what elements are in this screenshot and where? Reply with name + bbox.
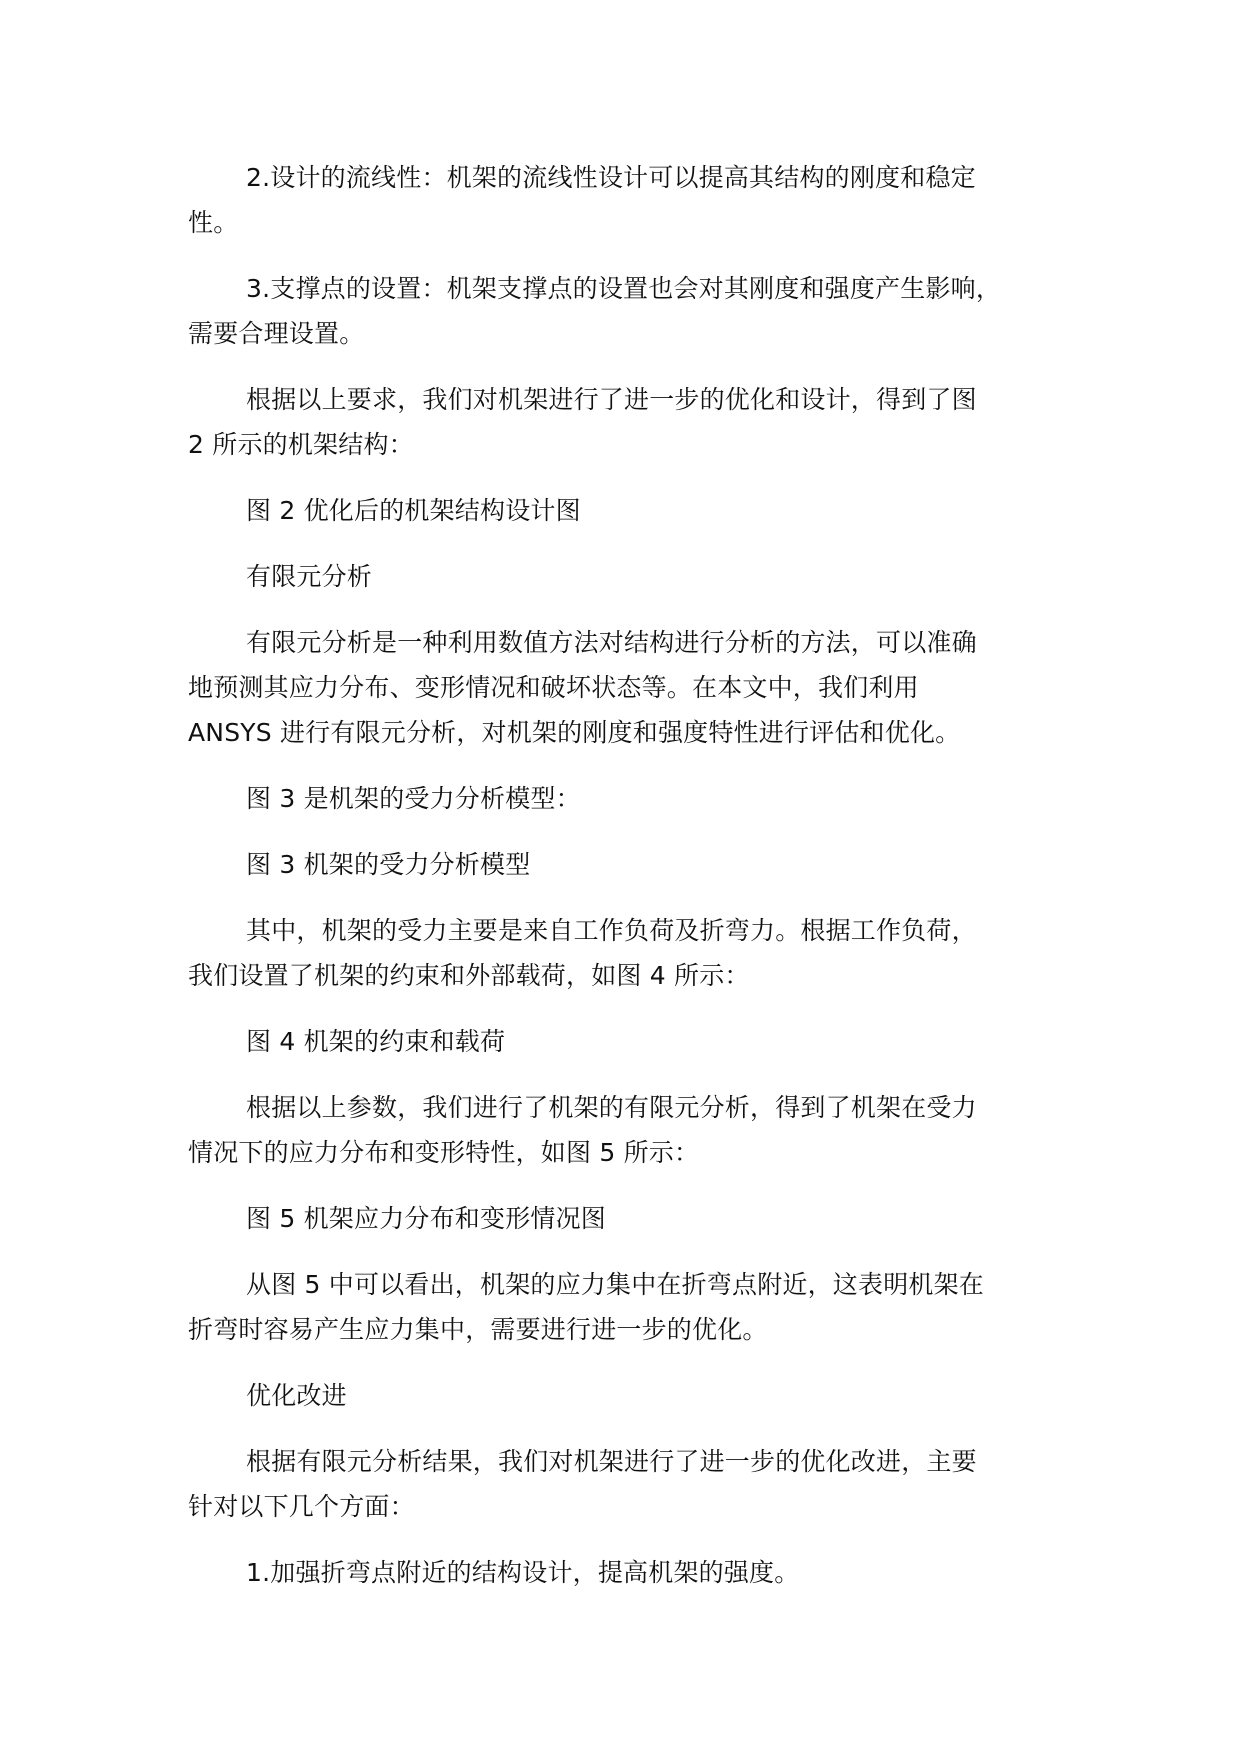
paragraph-fea-results <box>188 1085 1068 1175</box>
paragraph-line: 图 4 机架的约束和载荷 <box>246 1027 506 1056</box>
paragraph-line: 性。 <box>188 208 239 237</box>
paragraph-line: 1.加强折弯点附近的结构设计，提高机架的强度。 <box>246 1558 800 1587</box>
paragraph-improvement-intro <box>188 1439 1068 1529</box>
section-heading-improvement <box>188 1373 1068 1418</box>
figure-5-caption <box>188 1196 1068 1241</box>
paragraph-line: 需要合理设置。 <box>188 319 365 348</box>
paragraph-stress-concentration <box>188 1262 1068 1352</box>
paragraph-line: 根据以上参数，我们进行了机架的有限元分析，得到了机架在受力 <box>246 1093 977 1122</box>
paragraph-line: 有限元分析 <box>246 562 373 591</box>
paragraph-figure-3-intro <box>188 776 1068 821</box>
paragraph-line: 有限元分析是一种利用数值方法对结构进行分析的方法，可以准确 <box>246 628 977 657</box>
paragraph-line: 图 5 机架应力分布和变形情况图 <box>246 1204 607 1233</box>
section-heading-fea <box>188 554 1068 599</box>
paragraph-improvement-item-1 <box>188 1550 1068 1595</box>
paragraph-line: 图 3 是机架的受力分析模型： <box>246 784 581 813</box>
paragraph-line: 针对以下几个方面： <box>188 1492 415 1521</box>
paragraph-optimization-intro <box>188 377 1068 467</box>
paragraph-line: 3.支撑点的设置：机架支撑点的设置也会对其刚度和强度产生影响， <box>246 274 1002 303</box>
paragraph-load-setup <box>188 908 1068 998</box>
paragraph-line: 地预测其应力分布、变形情况和破坏状态等。在本文中，我们利用 <box>188 673 919 702</box>
paragraph-line: 折弯时容易产生应力集中，需要进行进一步的优化。 <box>188 1315 768 1344</box>
figure-3-caption <box>188 842 1068 887</box>
paragraph-line: 图 3 机架的受力分析模型 <box>246 850 531 879</box>
figure-4-caption <box>188 1019 1068 1064</box>
paragraph-streamline-design <box>188 155 1068 245</box>
paragraph-line: 2 所示的机架结构： <box>188 430 414 459</box>
paragraph-line: 情况下的应力分布和变形特性，如图 5 所示： <box>188 1138 700 1167</box>
paragraph-fea-description <box>188 620 1068 755</box>
paragraph-line: ANSYS 进行有限元分析，对机架的刚度和强度特性进行评估和优化。 <box>188 718 961 747</box>
paragraph-line: 从图 5 中可以看出，机架的应力集中在折弯点附近，这表明机架在 <box>246 1270 985 1299</box>
paragraph-line: 我们设置了机架的约束和外部载荷，如图 4 所示： <box>188 961 750 990</box>
figure-2-caption <box>188 488 1068 533</box>
paragraph-support-points <box>188 266 1068 356</box>
paragraph-line: 根据以上要求，我们对机架进行了进一步的优化和设计，得到了图 <box>246 385 977 414</box>
paragraph-line: 根据有限元分析结果，我们对机架进行了进一步的优化改进，主要 <box>246 1447 977 1476</box>
paragraph-line: 图 2 优化后的机架结构设计图 <box>246 496 581 525</box>
paragraph-line: 优化改进 <box>246 1381 347 1410</box>
document-body <box>188 155 1068 1616</box>
paragraph-line: 2.设计的流线性：机架的流线性设计可以提高其结构的刚度和稳定 <box>246 163 976 192</box>
paragraph-line: 其中，机架的受力主要是来自工作负荷及折弯力。根据工作负荷， <box>246 916 977 945</box>
